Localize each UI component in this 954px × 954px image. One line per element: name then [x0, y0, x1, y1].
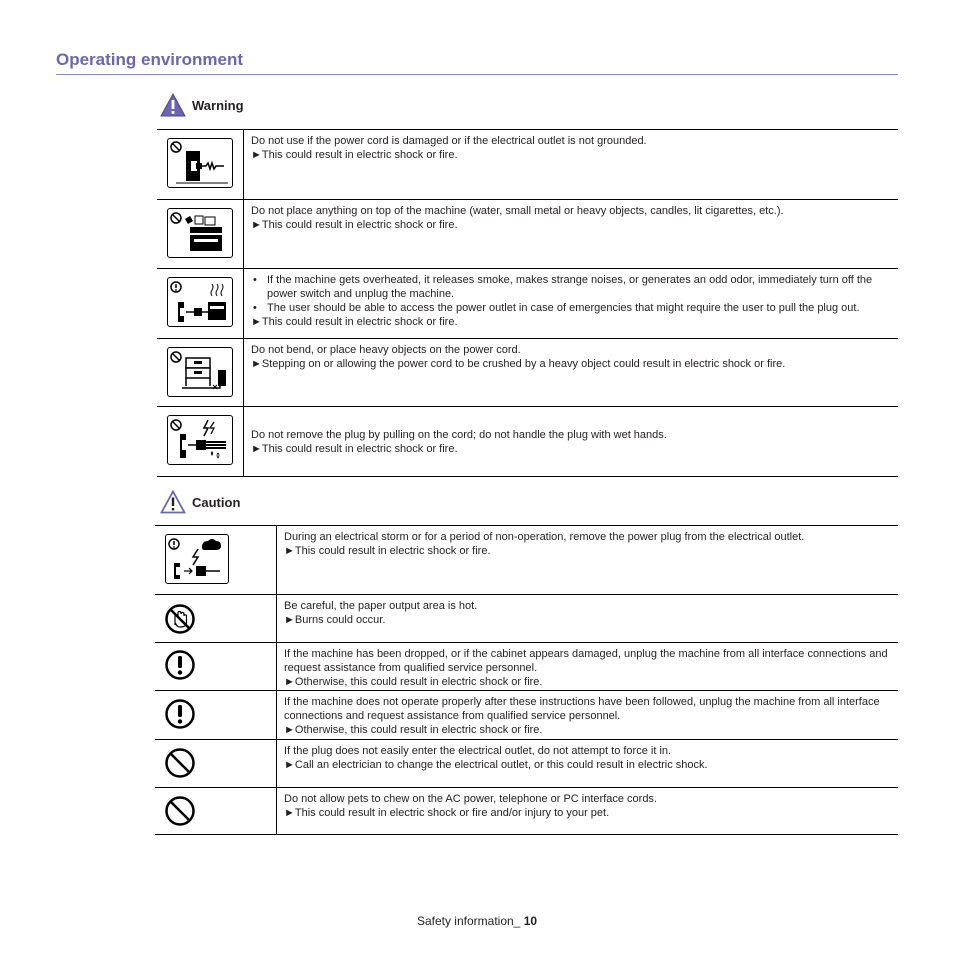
caution-row	[155, 595, 898, 643]
caution-row-consequence: ►Otherwise, this could result in electric shock or fire.	[284, 676, 543, 688]
warning-table	[157, 129, 898, 477]
exclamation-mandatory-icon	[164, 649, 196, 681]
exclamation-mandatory-icon	[164, 698, 196, 730]
caution-row-consequence: ►Burns could occur.	[284, 614, 386, 626]
caution-heading	[160, 490, 240, 514]
footer-page-number: 10	[523, 914, 538, 928]
caution-row	[155, 643, 898, 691]
warning-row	[157, 339, 898, 407]
caution-icon-cell	[155, 526, 277, 594]
warning-icon-cell	[157, 407, 244, 476]
prohibited-icon	[164, 747, 196, 779]
caution-icon-cell	[155, 740, 277, 787]
warning-row	[157, 200, 898, 269]
caution-triangle-icon	[160, 490, 186, 514]
caution-row-text: During an electrical storm or for a period of non-operation, remove the power plug from the electrical outlet.	[284, 531, 805, 543]
caution-text-cell	[277, 740, 898, 787]
caution-row	[155, 691, 898, 740]
caution-text-cell	[277, 595, 898, 642]
caution-row-consequence: ►This could result in electric shock or fire and/or injury to your pet.	[284, 807, 610, 819]
warning-row-consequence: ►Stepping on or allowing the power cord to be crushed by a heavy object could result in electric shock or fire.	[251, 358, 786, 370]
warning-icon-cell	[157, 200, 244, 268]
warning-row-consequence: ►This could result in electric shock or fire.	[251, 316, 458, 328]
caution-text-cell	[277, 691, 898, 739]
caution-row-consequence: ►Otherwise, this could result in electric shock or fire.	[284, 724, 543, 736]
caution-text-cell	[277, 526, 898, 594]
heavy-object-on-cord-prohibited-icon	[167, 347, 233, 397]
caution-icon-cell	[155, 788, 277, 834]
warning-bullet-item: • The user should be able to access the power outlet in case of emergencies that might require the user to pull the plug out.	[251, 301, 891, 315]
warning-heading-label: Warning	[192, 97, 244, 113]
overheat-unplug-mandatory-icon	[167, 277, 233, 327]
damaged-power-cord-prohibited-icon	[167, 138, 233, 188]
objects-on-machine-prohibited-icon	[167, 208, 233, 258]
prohibited-icon	[164, 795, 196, 827]
caution-text-cell	[277, 643, 898, 690]
warning-bullet-item: • If the machine gets overheated, it releases smoke, makes strange noises, or generates an odd odor, immediately turn off the power switch and unplug the machine.	[251, 273, 891, 301]
caution-text-cell	[277, 788, 898, 834]
footer-label: Safety information_	[416, 914, 524, 928]
warning-bullet-list	[251, 273, 891, 315]
warning-text-cell	[244, 200, 898, 268]
warning-row-consequence: ►This could result in electric shock or fire.	[251, 219, 458, 231]
caution-row	[155, 740, 898, 788]
hot-surface-no-touch-icon	[164, 603, 196, 635]
warning-text-cell	[244, 339, 898, 406]
warning-row-text: Do not remove the plug by pulling on the cord; do not handle the plug with wet hands.	[251, 429, 667, 441]
caution-row-text: Be careful, the paper output area is hot.	[284, 600, 478, 612]
caution-heading-label: Caution	[192, 494, 241, 510]
caution-row	[155, 788, 898, 835]
warning-row	[157, 130, 898, 200]
caution-row-consequence: ►This could result in electric shock or fire.	[284, 545, 491, 557]
page-footer	[0, 914, 954, 928]
warning-row	[157, 407, 898, 477]
caution-icon-cell	[155, 691, 277, 739]
caution-row-text: Do not allow pets to chew on the AC power, telephone or PC interface cords.	[284, 793, 657, 805]
warning-row-text: Do not bend, or place heavy objects on the power cord.	[251, 344, 521, 356]
warning-icon-cell	[157, 130, 244, 199]
caution-icon-cell	[155, 595, 277, 642]
warning-row-consequence: ►This could result in electric shock or fire.	[251, 443, 458, 455]
caution-table	[155, 525, 898, 835]
storm-unplug-mandatory-icon	[165, 534, 229, 584]
warning-row-text: Do not use if the power cord is damaged or if the electrical outlet is not grounded.	[251, 135, 647, 147]
warning-row-text: Do not place anything on top of the machine (water, small metal or heavy objects, candles, lit cigarettes, etc.).	[251, 205, 784, 217]
caution-row-text: If the machine does not operate properly after these instructions have been followed, unplug the machine from all interface connections and request assistance from qualified service personnel.	[284, 696, 880, 722]
warning-text-cell	[244, 269, 898, 338]
warning-text-cell	[244, 130, 898, 199]
warning-heading	[160, 93, 244, 117]
warning-row	[157, 269, 898, 339]
warning-text-cell	[244, 407, 898, 476]
warning-icon-cell	[157, 339, 244, 406]
caution-row-text: If the machine has been dropped, or if the cabinet appears damaged, unplug the machine from all interface connections and request assistance from qualified service personnel.	[284, 648, 888, 674]
warning-row-consequence: ►This could result in electric shock or fire.	[251, 149, 458, 161]
warning-triangle-icon	[160, 93, 186, 117]
caution-row	[155, 526, 898, 595]
warning-icon-cell	[157, 269, 244, 338]
caution-row-text: If the plug does not easily enter the electrical outlet, do not attempt to force it in.	[284, 745, 672, 757]
caution-icon-cell	[155, 643, 277, 690]
page-title: Operating environment	[56, 50, 898, 75]
caution-row-consequence: ►Call an electrician to change the electrical outlet, or this could result in electric shock.	[284, 759, 708, 771]
wet-hands-plug-prohibited-icon	[167, 415, 233, 465]
